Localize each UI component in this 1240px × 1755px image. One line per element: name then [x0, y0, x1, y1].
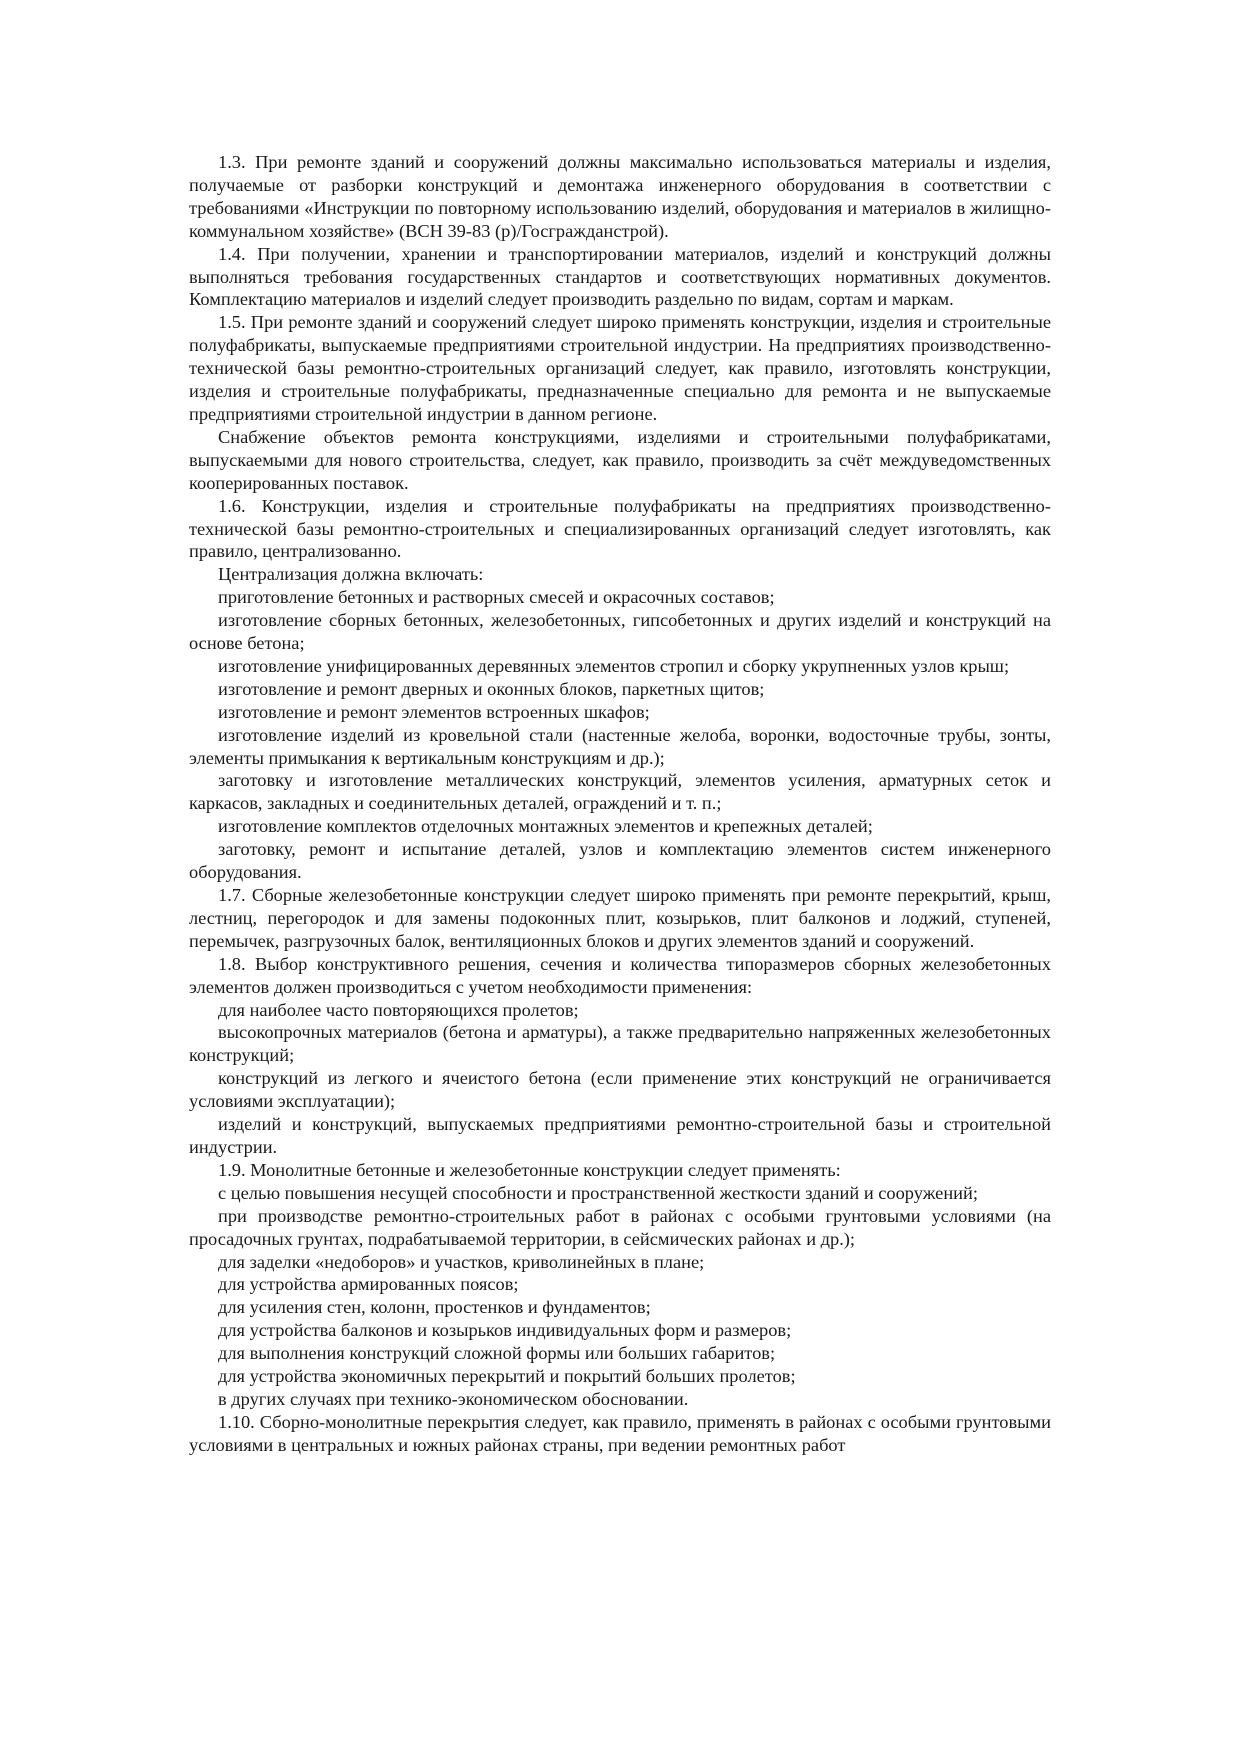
list-item: изделий и конструкций, выпускаемых предприятиями ремонтно-строительной базы и строительной индустрии.	[189, 1114, 1051, 1157]
list-item: для выполнения конструкций сложной формы или больших габаритов;	[218, 1343, 776, 1364]
paragraph-1-7: 1.7. Сборные железобетонные конструкции следует широко применять при ремонте перекрытий, крыш, лестниц, перегородок и для замены подоконных плит, козырьков, плит балконов и лоджий, ступеней, перемычек, разгрузочных балок, вентиляционных блоков и других элементов зданий и сооружений.	[189, 885, 1051, 951]
list-item: для заделки «недоборов» и участков, криволинейных в плане;	[218, 1251, 705, 1272]
paragraph-1-6: 1.6. Конструкции, изделия и строительные полуфабрикаты на предприятиях производственно-технической базы ремонтно-строительных и специализированных организаций следует изготовлять, как правило, централизованно.	[189, 495, 1051, 562]
list-item: с целью повышения несущей способности и пространственной жесткости зданий и сооружений;	[218, 1182, 978, 1203]
paragraph-1-8: 1.8. Выбор конструктивного решения, сечения и количества типоразмеров сборных железобетонных элементов должен производиться с учетом необходимости применения:	[189, 953, 1051, 997]
list-item: для устройства экономичных перекрытий и покрытий больших пролетов;	[218, 1366, 796, 1387]
list-item: для устройства балконов и козырьков индивидуальных форм и размеров;	[218, 1320, 792, 1341]
list-item: изготовление унифицированных деревянных элементов стропил и сборку укрупненных узлов крыш;	[218, 655, 1010, 676]
document-body	[189, 151, 1051, 1457]
list-item: в других случаях при технико-экономическом обосновании.	[218, 1388, 689, 1409]
paragraph-1-3: 1.3. При ремонте зданий и сооружений должны максимально использоваться материалы и изделия, получаемые от разборки конструкций и демонтажа инженерного оборудования в соответствии с требованиями «Инструкции по повторному использованию изделий, оборудования и материалов в жилищно-коммунальном хозяйстве» (ВСН 39-83 (р)/Госгражданстрой).	[189, 152, 1051, 241]
list-item: для усиления стен, колонн, простенков и фундаментов;	[218, 1297, 651, 1318]
list-item: изготовление и ремонт дверных и оконных блоков, паркетных щитов;	[218, 678, 765, 699]
list-item: для наиболее часто повторяющихся пролетов;	[218, 999, 579, 1020]
list-item: заготовку и изготовление металлических конструкций, элементов усиления, арматурных сеток и каркасов, закладных и соединительных деталей, ограждений и т. п.;	[189, 770, 1051, 814]
list-item: заготовку, ремонт и испытание деталей, узлов и комплектацию элементов систем инженерного оборудования.	[189, 839, 1051, 883]
paragraph-1-10: 1.10. Сборно-монолитные перекрытия следует, как правило, применять в районах с особыми грунтовыми условиями в центральных и южных районах страны, при ведении ремонтных работ	[189, 1411, 1051, 1455]
list-item: высокопрочных материалов (бетона и арматуры), а также предварительно напряженных железобетонных конструкций;	[189, 1022, 1051, 1066]
paragraph-1-5: 1.5. При ремонте зданий и сооружений следует широко применять конструкции, изделия и строительные полуфабрикаты, выпускаемые предприятиями строительной индустрии. На предприятиях производственно-технической базы ремонтно-строительных организаций следует, как правило, изготовлять конструкции, изделия и строительные полуфабрикаты, предназначенные специально для ремонта и не выпускаемые предприятиями строительной индустрии в данном регионе.	[189, 312, 1051, 424]
list-item: приготовление бетонных и растворных смесей и окрасочных составов;	[218, 587, 775, 608]
list-item: изготовление и ремонт элементов встроенных шкафов;	[218, 701, 650, 722]
paragraph-1-9: 1.9. Монолитные бетонные и железобетонные конструкции следует применять:	[218, 1159, 841, 1180]
paragraph-supply: Снабжение объектов ремонта конструкциями, изделиями и строительными полуфабрикатами, выпускаемыми для нового строительства, следует, как правило, производить за счёт междуведомственных кооперированных поставок.	[189, 426, 1051, 493]
list-item: для устройства армированных поясов;	[218, 1274, 519, 1295]
list-item: конструкций из легкого и ячеистого бетона (если применение этих конструкций не ограничивается условиями эксплуатации);	[189, 1068, 1051, 1112]
paragraph-centralization: Централизация должна включать:	[218, 564, 484, 585]
list-item: изготовление сборных бетонных, железобетонных, гипсобетонных и других изделий и конструкций на основе бетона;	[189, 610, 1051, 654]
list-item: при производстве ремонтно-строительных работ в районах с особыми грунтовыми условиями (на просадочных грунтах, подрабатываемой территории, в сейсмических районах и др.);	[189, 1205, 1051, 1249]
list-item: изготовление изделий из кровельной стали (настенные желоба, воронки, водосточные трубы, зонты, элементы примыкания к вертикальным конструкциям и др.);	[189, 724, 1051, 768]
paragraph-1-4: 1.4. При получении, хранении и транспортировании материалов, изделий и конструкций должны выполняться требования государственных стандартов и соответствующих нормативных документов. Комплектацию материалов и изделий следует производить раздельно по видам, сортам и маркам.	[189, 243, 1051, 310]
list-item: изготовление комплектов отделочных монтажных элементов и крепежных деталей;	[218, 816, 873, 837]
